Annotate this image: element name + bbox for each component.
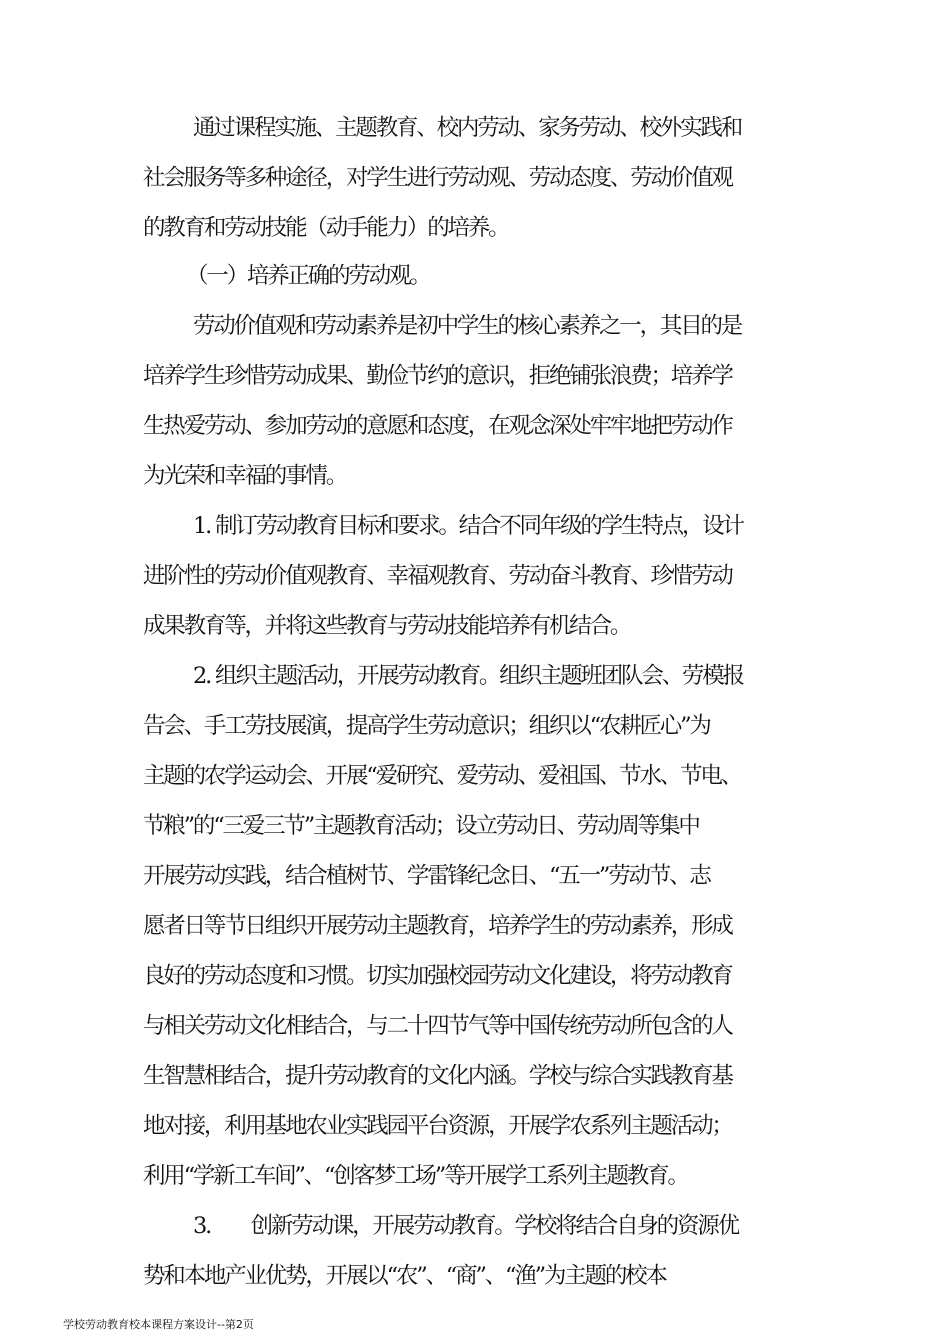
text-line: 愿者日等节日组织开展劳动主题教育，培养学生的劳动素养，形成 xyxy=(143,913,732,939)
text-line: 势和本地产业优势，开展以“农”、“商”、“渔”为主题的校本 xyxy=(143,1263,666,1289)
text-line: 生热爱劳动、参加劳动的意愿和态度，在观念深处牢牢地把劳动作 xyxy=(143,413,732,439)
text-line: 社会服务等多种途径，对学生进行劳动观、劳动态度、劳动价值观 xyxy=(143,165,732,191)
text-line: 通过课程实施、主题教育、校内劳动、家务劳动、校外实践和 xyxy=(193,115,742,141)
text-line: 1. 制订劳动教育目标和要求。结合不同年级的学生特点，设计 xyxy=(193,513,743,539)
text-line: 2. 组织主题活动，开展劳动教育。组织主题班团队会、劳模报 xyxy=(193,663,743,689)
text-line: 为光荣和幸福的事情。 xyxy=(143,463,347,489)
text-line: 地对接，利用基地农业实践园平台资源，开展学农系列主题活动； xyxy=(143,1113,732,1139)
text-line: 成果教育等，并将这些教育与劳动技能培养有机结合。 xyxy=(143,613,631,639)
text-line: 主题的农学运动会、开展“爱研究、爱劳动、爱祖国、节水、节电、 xyxy=(143,763,742,789)
text-line: 与相关劳动文化相结合，与二十四节气等中国传统劳动所包含的人 xyxy=(143,1013,732,1039)
page-footer: 学校劳动教育校本课程方案设计--第2页 xyxy=(63,1318,254,1331)
section-heading: （一）培养正确的劳动观。 xyxy=(186,263,430,289)
text-line: 劳动价值观和劳动素养是初中学生的核心素养之一，其目的是 xyxy=(193,313,742,339)
text-line: 开展劳动实践，结合植树节、学雷锋纪念日、“五一”劳动节、志 xyxy=(143,863,710,889)
text-line: 利用“学新工车间”、“创客梦工场”等开展学工系列主题教育。 xyxy=(143,1163,688,1189)
text-line: 告会、手工劳技展演，提高学生劳动意识；组织以“农耕匠心”为 xyxy=(143,713,710,739)
text-line: 3. 创新劳动课，开展劳动教育。学校将结合自身的资源优 xyxy=(193,1213,738,1239)
text-line: 的教育和劳动技能（动手能力）的培养。 xyxy=(143,215,509,241)
text-line: 生智慧相结合，提升劳动教育的文化内涵。学校与综合实践教育基 xyxy=(143,1063,732,1089)
text-line: 培养学生珍惜劳动成果、勤俭节约的意识，拒绝铺张浪费；培养学 xyxy=(143,363,732,389)
text-line: 节粮”的“三爱三节”主题教育活动；设立劳动日、劳动周等集中 xyxy=(143,813,699,839)
text-line: 良好的劳动态度和习惯。切实加强校园劳动文化建设，将劳动教育 xyxy=(143,963,732,989)
text-line: 进阶性的劳动价值观教育、幸福观教育、劳动奋斗教育、珍惜劳动 xyxy=(143,563,732,589)
